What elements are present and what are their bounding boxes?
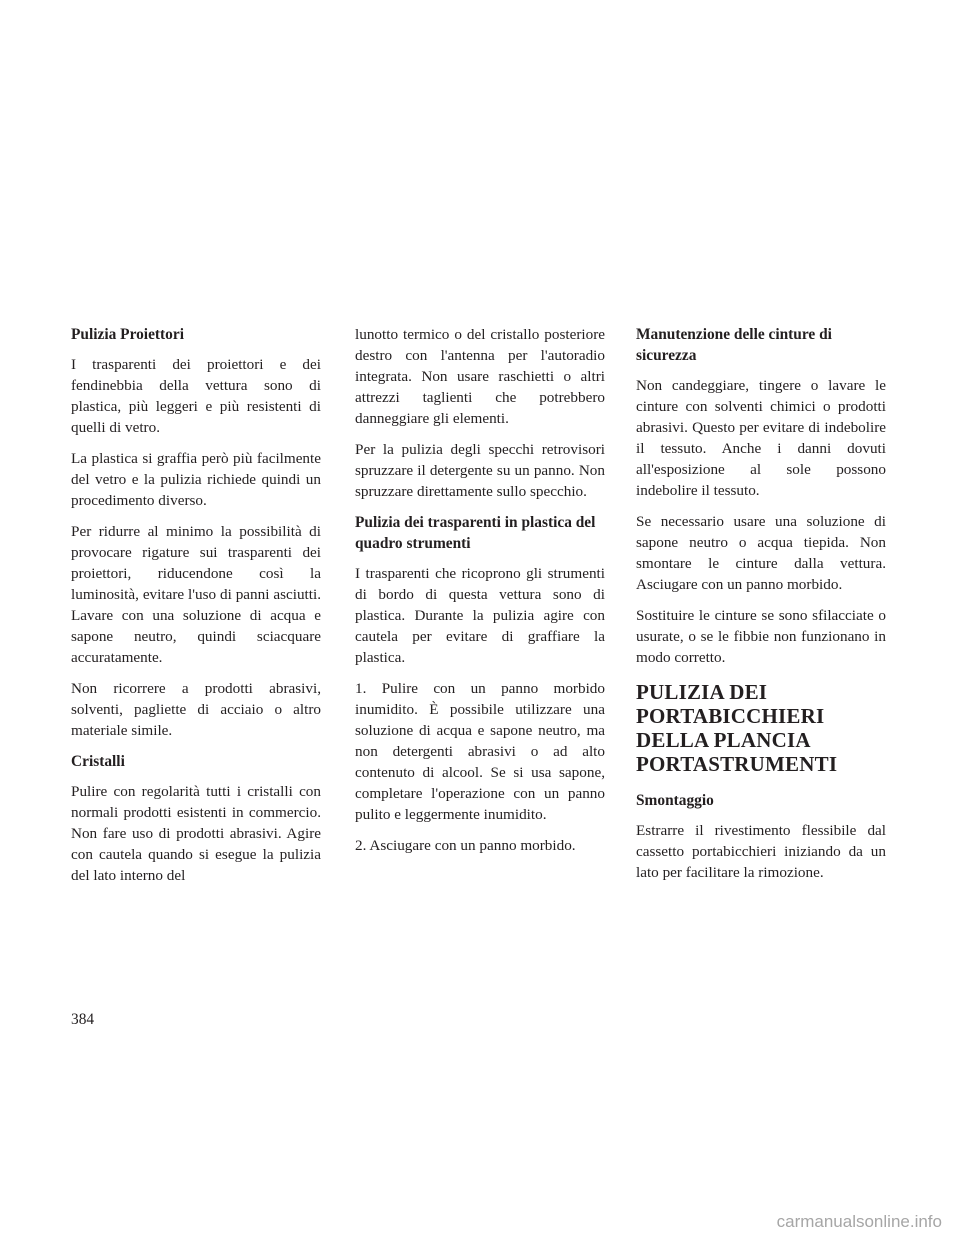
heading-manutenzione-cinture: Manutenzione delle cinture di sicurezza: [636, 326, 832, 364]
paragraph: Pulire con regolarità tutti i cristalli con normali prodotti esistenti in commercio. Non fare uso di prodotti abrasivi. Agire con cautela quando si esegue la pulizia del lato interno del: [71, 783, 321, 884]
paragraph: Non ricorrere a prodotti abrasivi, solventi, pagliette di acciaio o altro materiale simile.: [71, 680, 321, 739]
watermark: carmanualsonline.info: [776, 1212, 942, 1231]
paragraph: lunotto termico o del cristallo posteriore destro con l'antenna per l'autoradio integrata. Non usare raschietti o altri attrezzi taglienti che potrebbero danneggiare gli elementi.: [355, 326, 605, 427]
paragraph: Non candeggiare, tingere o lavare le cinture con solventi chimici o prodotti abrasivi. Questo per evitare di indebolire il tessuto. Anche i danni dovuti all'esposizione al sole possono indebolire il tessuto.: [636, 377, 886, 499]
column-left: [71, 324, 321, 896]
paragraph: La plastica si graffia però più facilmente del vetro e la pulizia richiede quindi un procedimento diverso.: [71, 450, 321, 509]
heading-pulizia-trasparenti: Pulizia dei trasparenti in plastica del quadro strumenti: [355, 514, 596, 552]
step-1: 1. Pulire con un panno morbido inumidito. È possibile utilizzare una soluzione di acqua e sapone neutro, ma non detergenti abrasivi o ad alto contenuto di alcool. Se si usa sapone, completare l'operazione con un panno pulito e leggermente inumidito.: [355, 680, 605, 823]
paragraph: Se necessario usare una soluzione di sapone neutro o acqua tiepida. Non smontare le cinture dalla vettura. Asciugare con un panno morbido.: [636, 513, 886, 593]
section-title: PULIZIA DEI PORTABICCHIERI DELLA PLANCIA PORTASTRUMENTI: [636, 680, 838, 776]
step-2: 2. Asciugare con un panno morbido.: [355, 837, 576, 854]
column-middle: [355, 324, 605, 866]
paragraph: Per ridurre al minimo la possibilità di provocare rigature sui trasparenti dei proiettori, riducendone così la luminosità, evitare l'uso di panni asciutti. Lavare con una soluzione di acqua e sapone neutro, quindi sciacquare accuratamente.: [71, 523, 321, 666]
paragraph: I trasparenti dei proiettori e dei fendinebbia della vettura sono di plastica, più leggeri e più resistenti di quelli di vetro.: [71, 356, 321, 436]
heading-smontaggio: Smontaggio: [636, 792, 714, 809]
paragraph: I trasparenti che ricoprono gli strumenti di bordo di questa vettura sono di plastica. Durante la pulizia agire con cautela per evitare di graffiare la plastica.: [355, 565, 605, 666]
paragraph: Estrarre il rivestimento flessibile dal cassetto portabicchieri iniziando da un lato per facilitare la rimozione.: [636, 822, 886, 881]
paragraph: Per la pulizia degli specchi retrovisori spruzzare il detergente su un panno. Non spruzzare direttamente sullo specchio.: [355, 441, 605, 500]
page-number: 384: [71, 1011, 95, 1028]
heading-pulizia-proiettori: Pulizia Proiettori: [71, 326, 184, 343]
paragraph: Sostituire le cinture se sono sfilacciate o usurate, o se le fibbie non funzionano in modo corretto.: [636, 607, 886, 666]
heading-cristalli: Cristalli: [71, 753, 125, 770]
column-right: [636, 324, 886, 893]
